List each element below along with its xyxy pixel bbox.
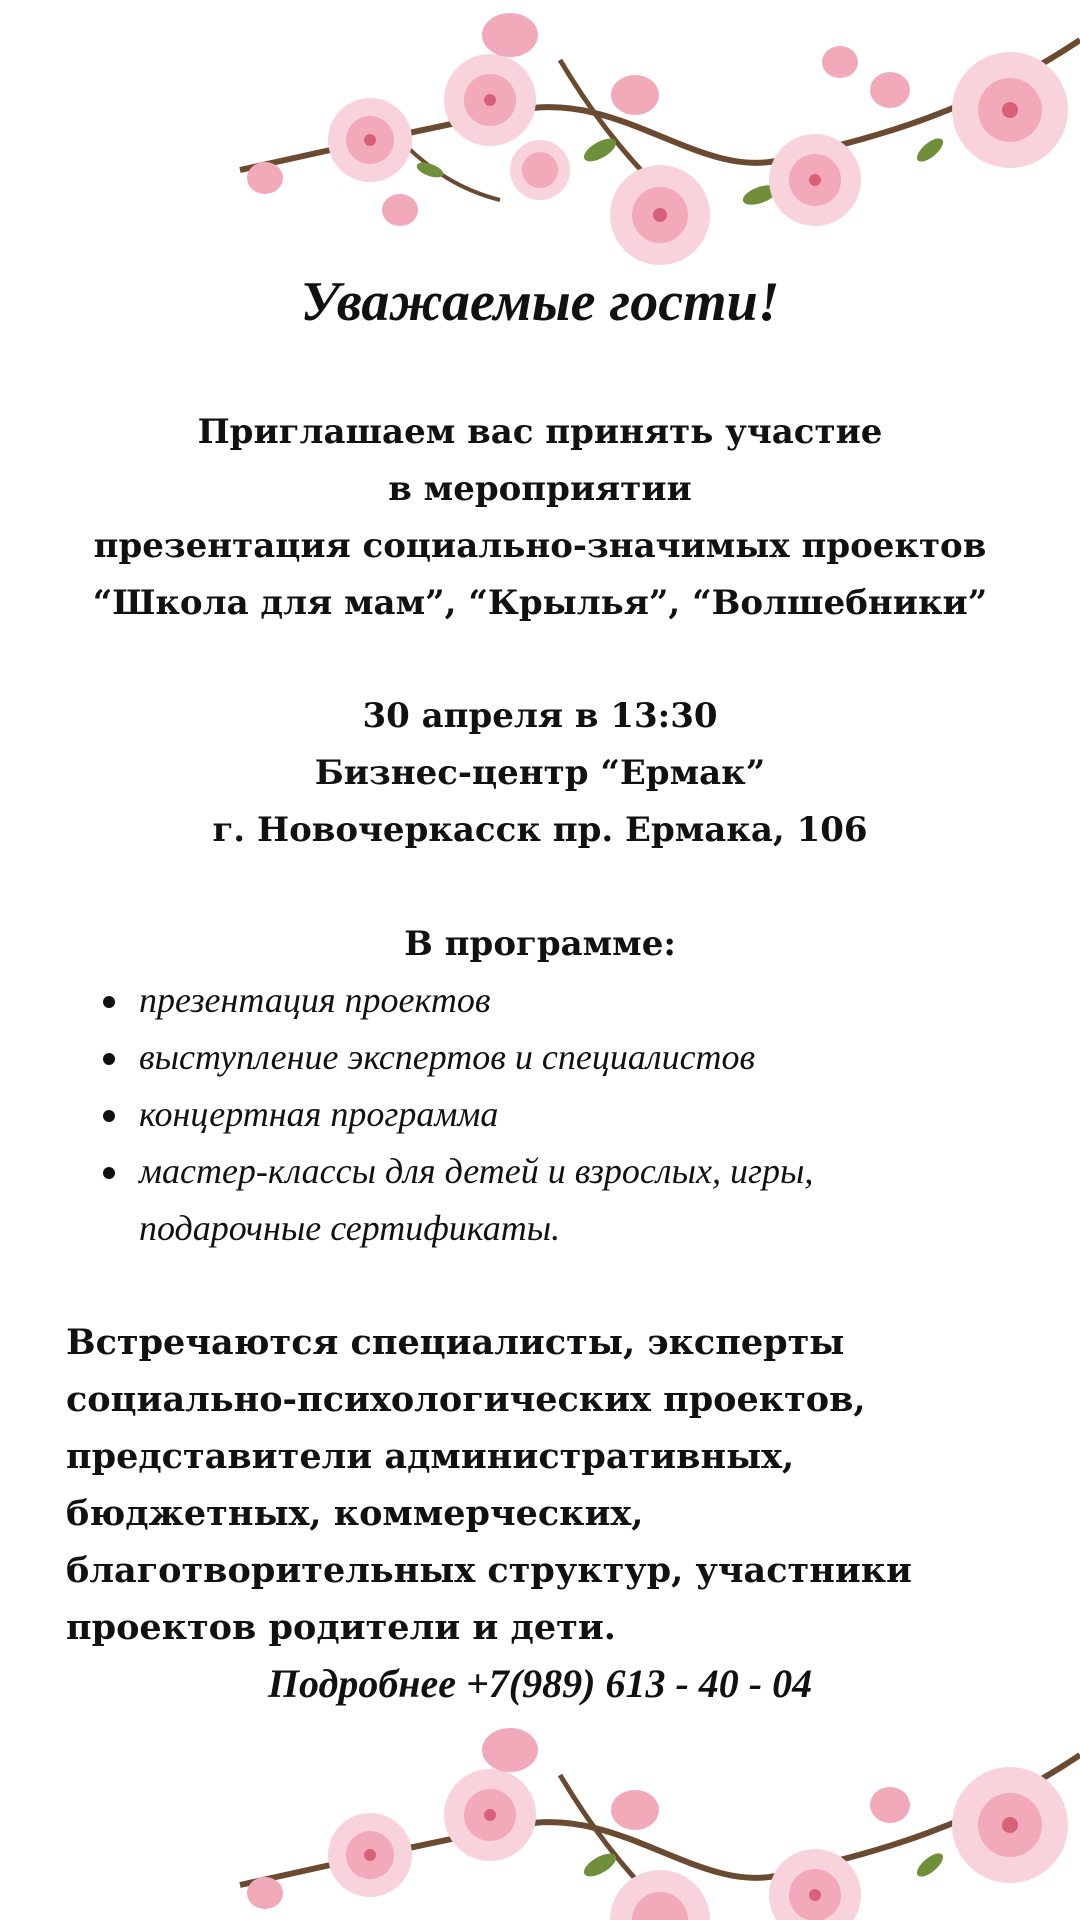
program-heading: В программе: (404, 924, 676, 964)
bullet-icon (103, 1110, 115, 1122)
cherry-blossom-top-icon (0, 0, 1080, 270)
list-item (95, 1029, 995, 1086)
contact-phone: Подробнее +7(989) 613 - 40 - 04 (267, 1661, 813, 1706)
list-item-label: выступление экспертов и специалистов (139, 1037, 756, 1077)
event-details (0, 688, 1080, 859)
bullet-icon (103, 1053, 115, 1065)
list-item-label: концертная программа (139, 1094, 499, 1134)
cherry-blossom-bottom-icon (0, 1715, 1080, 1920)
list-item-label: презентация проектов (139, 980, 491, 1020)
bullet-icon (103, 1167, 115, 1179)
page-title: Уважаемые гости! (300, 271, 780, 333)
list-item-label: мастер-классы для детей и взрослых, игры, подарочные сертификаты. (139, 1151, 814, 1248)
list-item (95, 972, 995, 1029)
invitation-line: “Школа для мам”, “Крылья”, “Волшебники” (92, 583, 988, 623)
list-item (95, 1143, 995, 1257)
invitation-line: презентация социально-значимых проектов (93, 526, 987, 566)
invitation-line: в мероприятии (388, 469, 692, 509)
bullet-icon (103, 996, 115, 1008)
participants-paragraph: Встречаются специалисты, эксперты социально-психологических проектов, представители административных, бюджетных, коммерческих, благотворительных структур, участники проектов родители и дети. (66, 1322, 913, 1648)
program-list (95, 972, 995, 1257)
event-date-time: 30 апреля в 13:30 (362, 696, 718, 736)
list-item (95, 1086, 995, 1143)
event-address: г. Новочеркасск пр. Ермака, 106 (212, 810, 868, 850)
event-venue: Бизнес-центр “Ермак” (314, 753, 766, 793)
invitation-text (0, 404, 1080, 632)
invitation-line: Приглашаем вас принять участие (197, 412, 883, 452)
